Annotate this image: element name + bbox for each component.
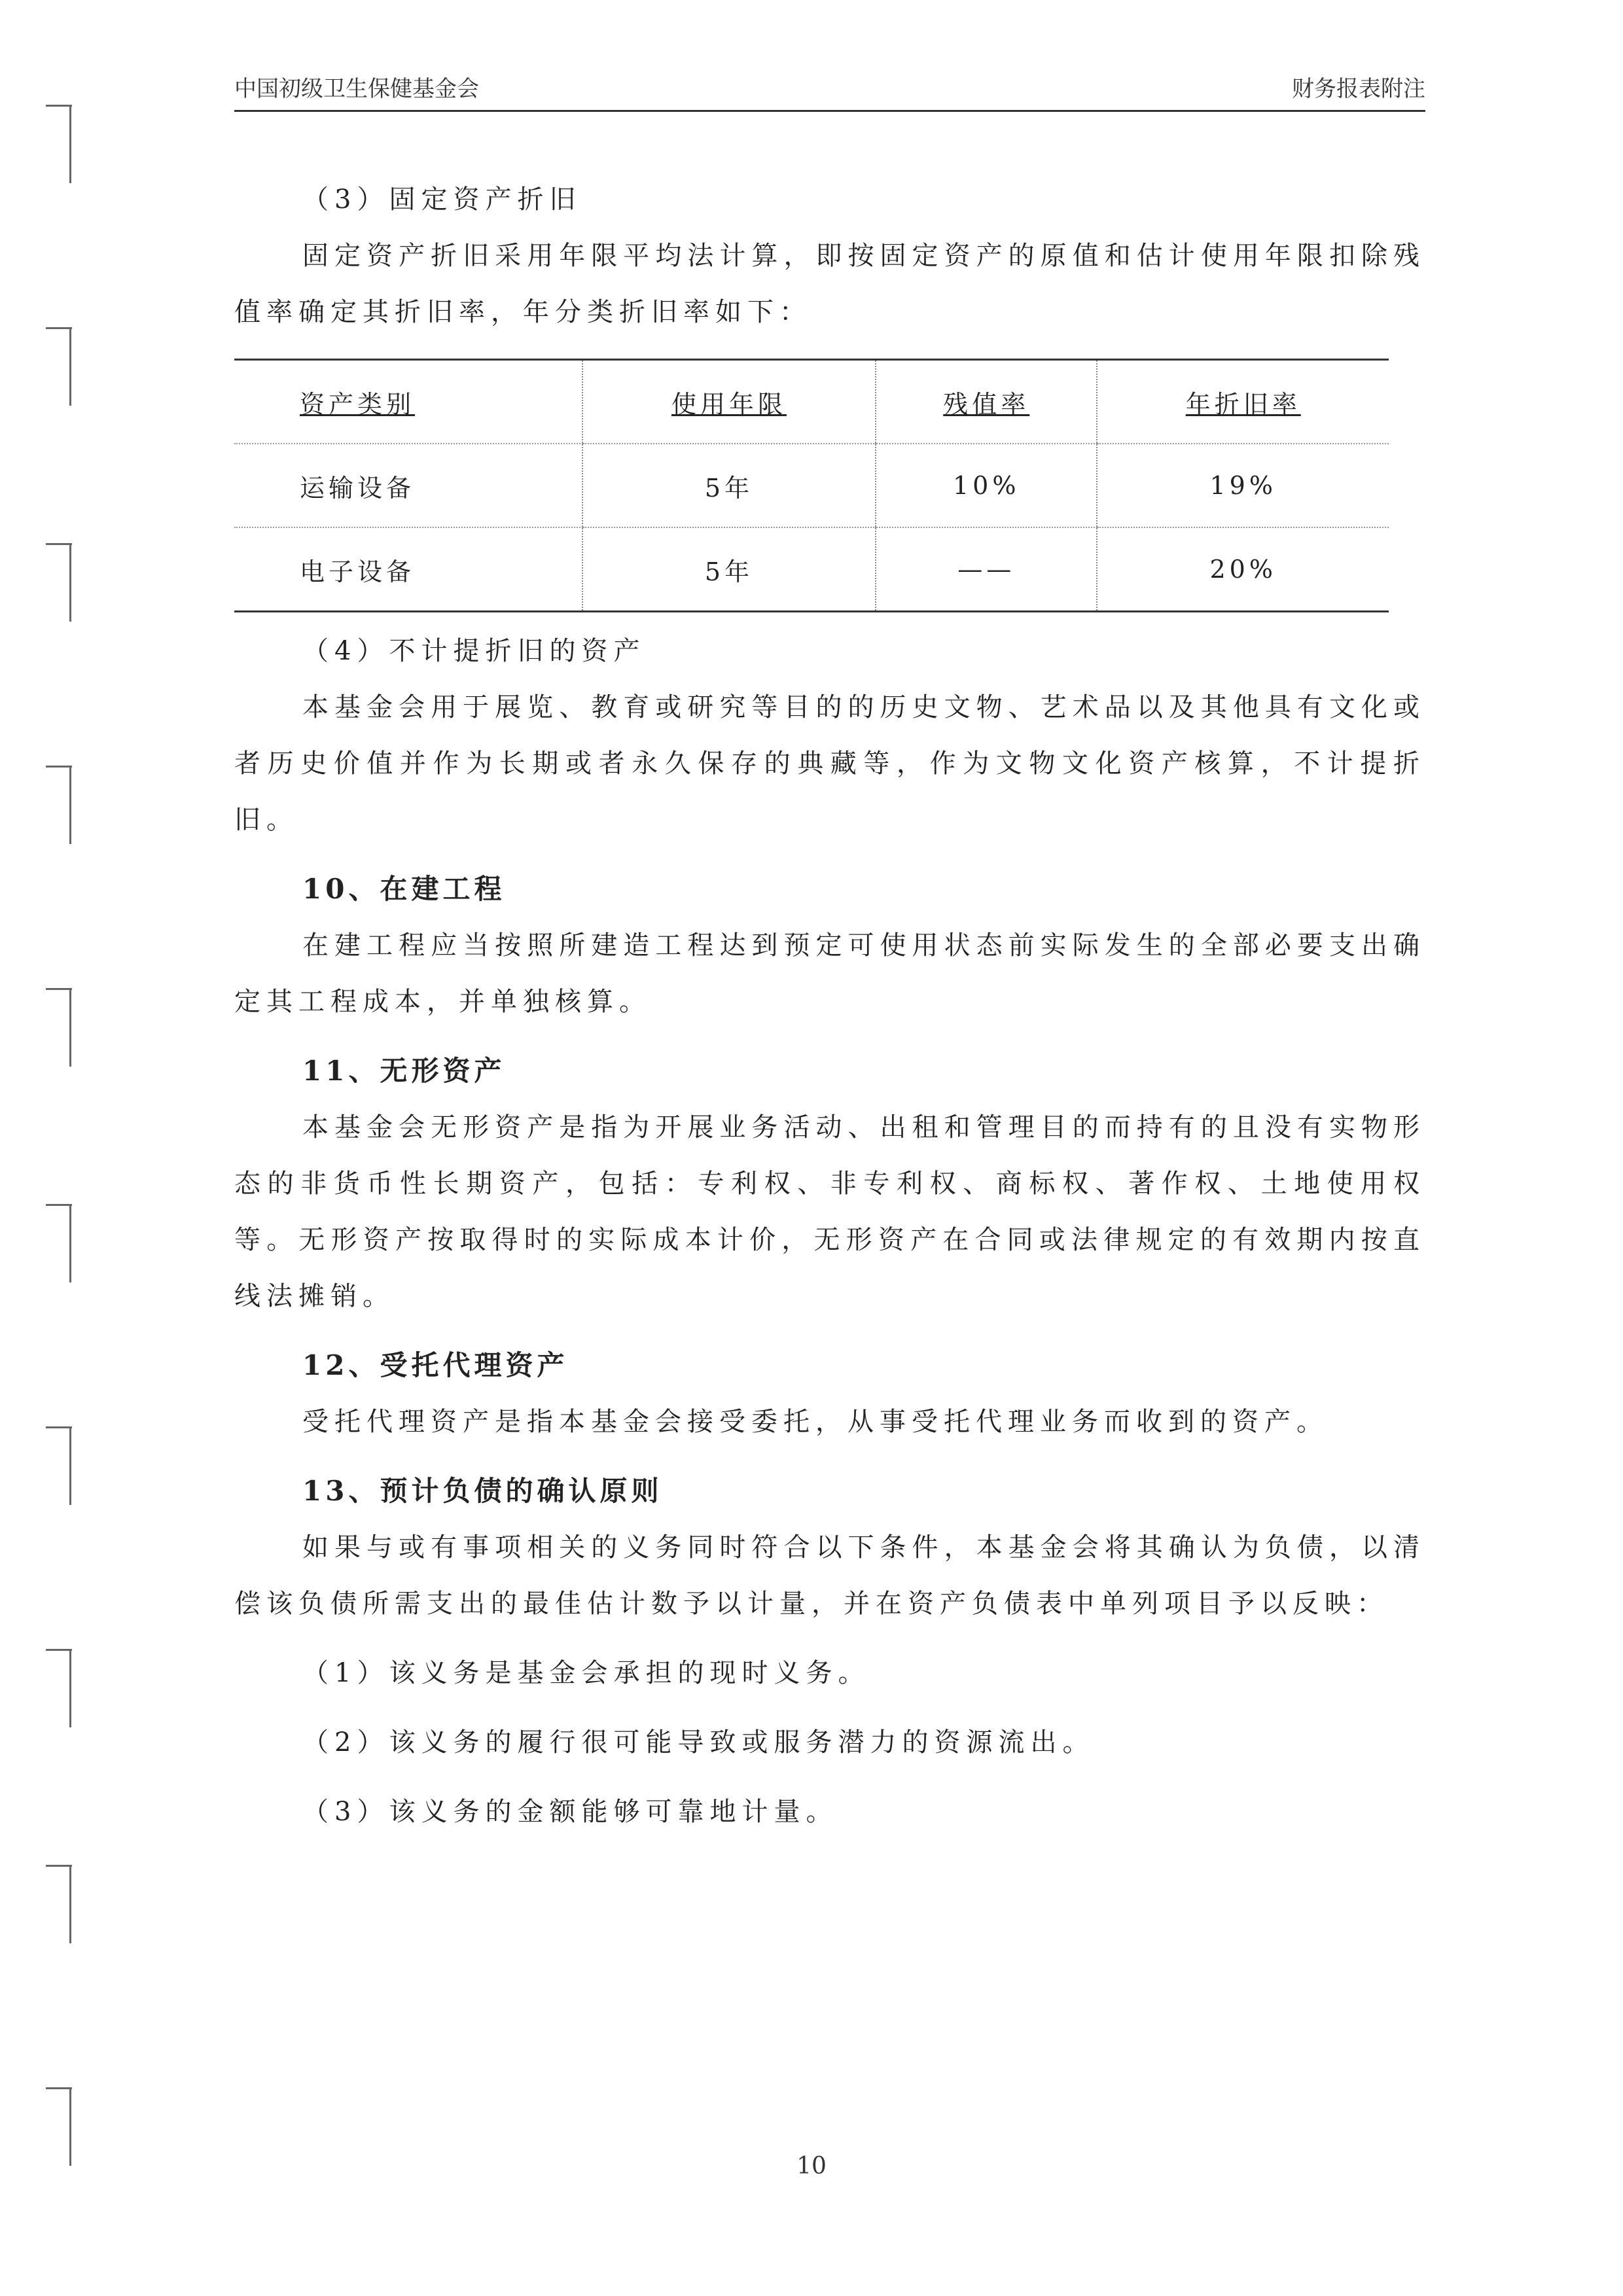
condition-item: （1）该义务是基金会承担的现时义务。 bbox=[302, 1658, 870, 1688]
heading-intangible-assets: 11、无形资产 bbox=[302, 1055, 506, 1087]
document-body bbox=[234, 171, 1425, 1840]
table-header-cell: 资产类别 bbox=[234, 360, 582, 444]
table-cell: —— bbox=[876, 527, 1097, 612]
heading-provisions: 13、预计负债的确认原则 bbox=[302, 1475, 663, 1507]
header-organization: 中国初级卫生保健基金会 bbox=[234, 76, 479, 102]
table-header-cell: 残值率 bbox=[876, 360, 1097, 444]
binder-mark bbox=[46, 1865, 72, 1943]
subsection-title-depreciation: （3）固定资产折旧 bbox=[302, 185, 582, 215]
binder-mark bbox=[46, 1649, 72, 1727]
binder-mark bbox=[46, 1426, 72, 1505]
paragraph-non-depreciable: 本基金会用于展览、教育或研究等目的的历史文物、艺术品以及其他具有文化或者历史价值并作为长期或者永久保存的典藏等，作为文物文化资产核算，不计提折旧。 bbox=[234, 692, 1425, 835]
paragraph-entrusted-assets: 受托代理资产是指本基金会接受委托，从事受托代理业务而收到的资产。 bbox=[302, 1407, 1329, 1437]
paragraph-intangible-assets: 本基金会无形资产是指为开展业务活动、出租和管理目的而持有的且没有实物形态的非货币性长期资产，包括：专利权、非专利权、商标权、著作权、土地使用权等。无形资产按取得时的实际成本计价，无形资产在合同或法律规定的有效期内按直线法摊销。 bbox=[234, 1112, 1425, 1311]
table-cell: 电子设备 bbox=[234, 527, 582, 612]
table-header-cell: 使用年限 bbox=[582, 360, 876, 444]
binder-mark bbox=[46, 327, 72, 406]
heading-entrusted-assets: 12、受托代理资产 bbox=[302, 1349, 569, 1381]
paragraph-depreciation: 固定资产折旧采用年限平均法计算，即按固定资产的原值和估计使用年限扣除残值率确定其折旧率，年分类折旧率如下： bbox=[234, 241, 1425, 327]
table-cell: 5年 bbox=[582, 527, 876, 612]
heading-construction-in-progress: 10、在建工程 bbox=[302, 873, 506, 905]
table-cell: 20% bbox=[1097, 527, 1389, 612]
binder-mark bbox=[46, 105, 72, 183]
paragraph-provisions: 如果与或有事项相关的义务同时符合以下条件，本基金会将其确认为负债，以清偿该负债所需支出的最佳估计数予以计量，并在资产负债表中单列项目予以反映： bbox=[234, 1532, 1425, 1619]
depreciation-table bbox=[234, 359, 1389, 612]
table-cell: 19% bbox=[1097, 444, 1389, 527]
page-number: 10 bbox=[796, 2153, 827, 2180]
condition-item: （2）该义务的履行很可能导致或服务潜力的资源流出。 bbox=[302, 1727, 1095, 1757]
table-header-cell: 年折旧率 bbox=[1097, 360, 1389, 444]
table-cell: 5年 bbox=[582, 444, 876, 527]
binder-mark bbox=[46, 766, 72, 844]
subsection-title-non-depreciable: （4）不计提折旧的资产 bbox=[302, 636, 646, 666]
binder-mark bbox=[46, 1204, 72, 1282]
paragraph-construction-in-progress: 在建工程应当按照所建造工程达到预定可使用状态前实际发生的全部必要支出确定其工程成本，并单独核算。 bbox=[234, 930, 1425, 1017]
table-cell: 运输设备 bbox=[234, 444, 582, 527]
table-row bbox=[234, 527, 1389, 612]
table-row bbox=[234, 444, 1389, 527]
binder-mark bbox=[46, 988, 72, 1067]
table-header-row bbox=[234, 360, 1389, 444]
condition-item: （3）该义务的金额能够可靠地计量。 bbox=[302, 1797, 838, 1827]
page-header bbox=[234, 71, 1425, 112]
table-cell: 10% bbox=[876, 444, 1097, 527]
header-section-title: 财务报表附注 bbox=[1292, 76, 1425, 102]
binder-mark bbox=[46, 543, 72, 622]
